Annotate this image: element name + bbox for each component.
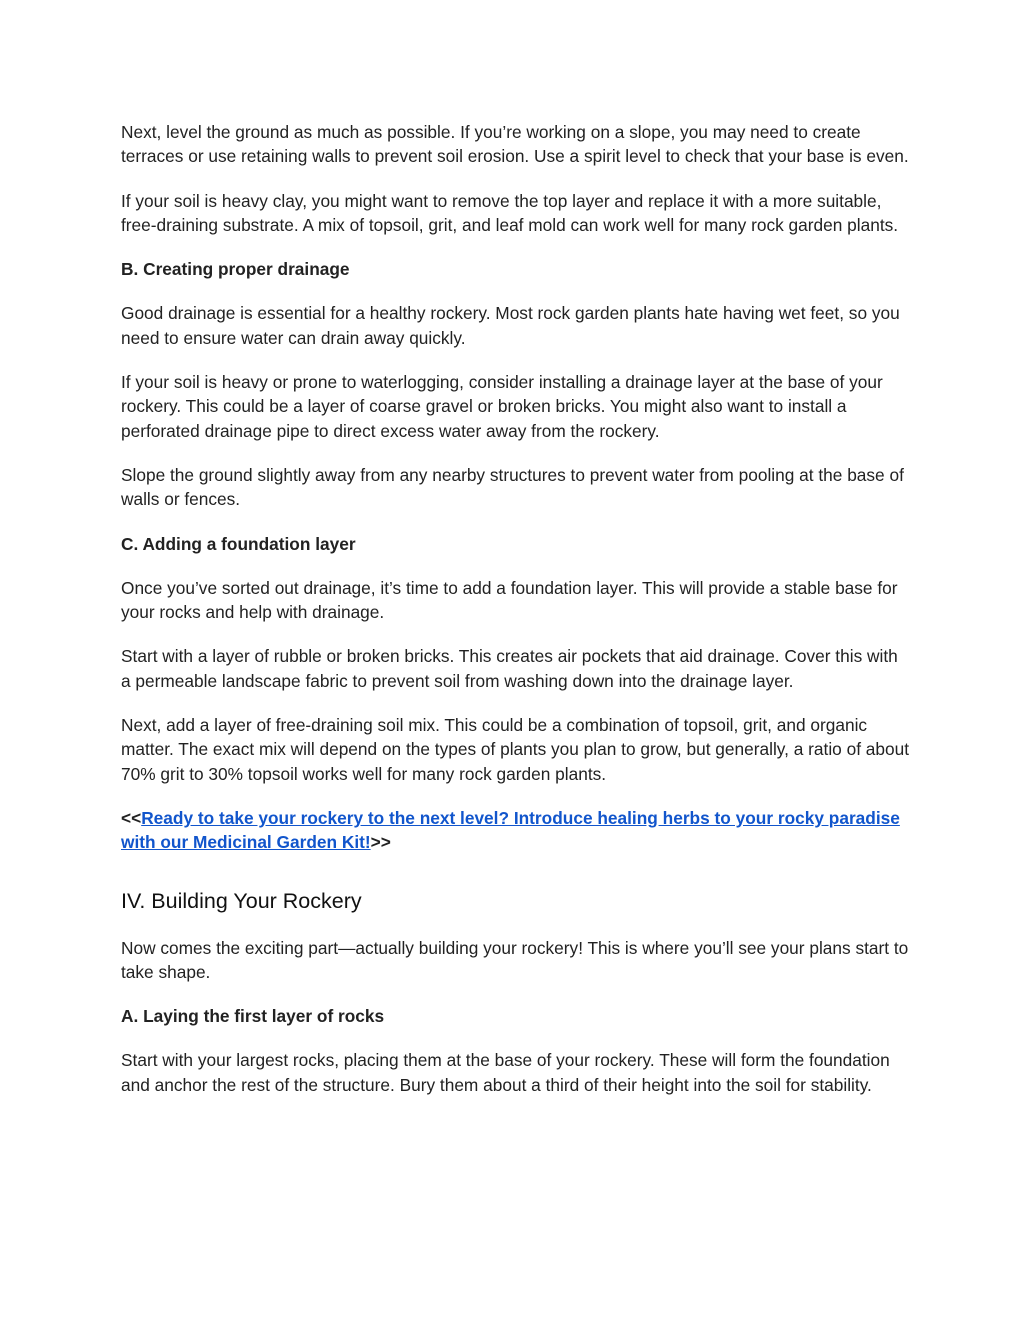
promo-suffix: >>	[370, 832, 391, 853]
subheading-foundation: C. Adding a foundation layer	[121, 533, 356, 554]
paragraph-foundation-intro: Once you’ve sorted out drainage, it’s time to add a foundation layer. This will provide a stable base for your rocks and help with drainage.	[121, 577, 898, 623]
paragraph-drainage-layer: If your soil is heavy or prone to waterlogging, consider installing a drainage layer at the base of your rockery. This could be a layer of coarse gravel or broken bricks. You might also want to install a perforated drainage pipe to direct excess water away from the rockery.	[121, 372, 883, 441]
subheading-drainage: B. Creating proper drainage	[121, 259, 350, 280]
medicinal-garden-kit-link[interactable]: Ready to take your rockery to the next level? Introduce healing herbs to your rocky paradise with our Medicinal Garden Kit!	[121, 807, 900, 853]
subheading-first-layer: A. Laying the first layer of rocks	[121, 1006, 385, 1027]
paragraph-rubble: Start with a layer of rubble or broken bricks. This creates air pockets that aid drainage. Cover this with a permeable landscape fabric to prevent soil from washing down into the drainage layer.	[121, 646, 898, 691]
paragraph-largest-rocks: Start with your largest rocks, placing them at the base of your rockery. These will form the foundation and anchor the rest of the structure. Bury them about a third of their height into the soil for stability.	[121, 1050, 890, 1095]
paragraph-slope-ground: Slope the ground slightly away from any nearby structures to prevent water from pooling at the base of walls or fences.	[121, 464, 904, 510]
document-page	[121, 120, 911, 1117]
paragraph-level-ground: Next, level the ground as much as possible. If you’re working on a slope, you may need to create terraces or use retaining walls to prevent soil erosion. Use a spirit level to check that your base is even.	[121, 122, 909, 167]
paragraph-building-intro: Now comes the exciting part—actually building your rockery! This is where you’ll see your plans start to take shape.	[121, 937, 909, 982]
promo-callout	[121, 806, 911, 855]
paragraph-heavy-clay: If your soil is heavy clay, you might want to remove the top layer and replace it with a more suitable, free-draining substrate. A mix of topsoil, grit, and leaf mold can work well for many rock garden plants.	[121, 190, 899, 235]
promo-prefix: <<	[121, 807, 142, 828]
paragraph-drainage-essential: Good drainage is essential for a healthy rockery. Most rock garden plants hate having wet feet, so you need to ensure water can drain away quickly.	[121, 303, 900, 348]
section-heading-building: IV. Building Your Rockery	[121, 888, 362, 913]
paragraph-soil-mix: Next, add a layer of free-draining soil mix. This could be a combination of topsoil, grit, and organic matter. The exact mix will depend on the types of plants you plan to grow, but generally, a ratio of about 70% grit to 30% topsoil works well for many rock garden plants.	[121, 715, 910, 784]
